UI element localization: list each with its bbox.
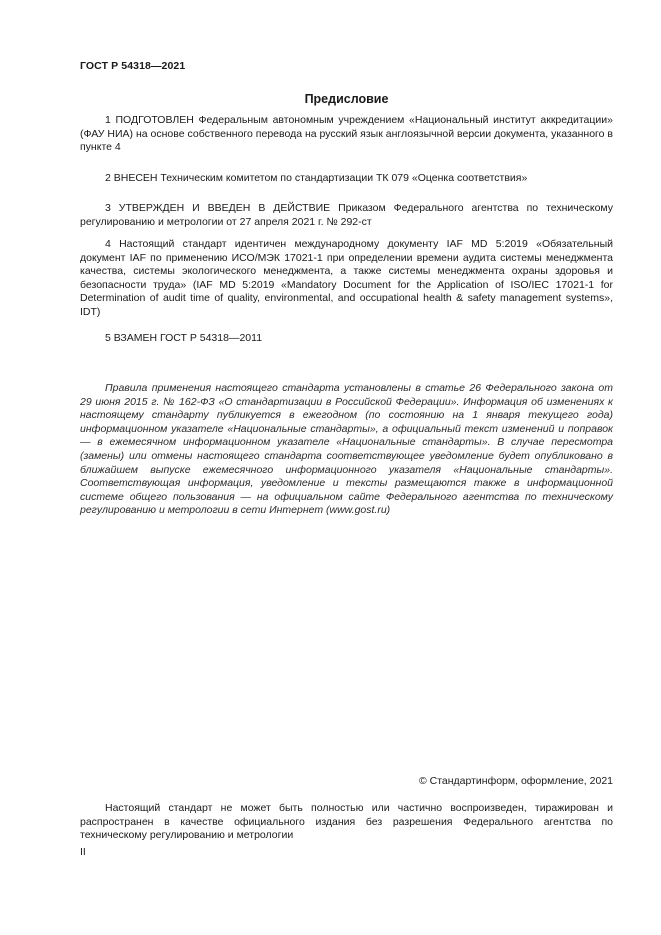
preface-item-2: 2 ВНЕСЕН Техническим комитетом по стандартизации ТК 079 «Оценка соответствия» bbox=[105, 172, 528, 184]
preface-item-4: 4 Настоящий стандарт идентичен международному документу IAF MD 5:2019 «Обязательный документ IAF по применению ИСО/МЭК 17021-1 при определении времени аудита системы менеджмента качества, системы экологического менеджмента, а также системы менеджмента охраны здоровья и безопасности труда» (IAF MD 5:2019 «Mandatory Document for the Application of ISO/IEC 17021-1 for Determination of audit time of quality, environmental, and occupational health & safety management systems», IDT) bbox=[80, 238, 613, 318]
application-notice: Правила применения настоящего стандарта установлены в статье 26 Федерального закона от 29 июня 2015 г. № 162-ФЗ «О стандартизации в Российской Федерации». Информация об изменениях к настоящему стандарту публикуется в ежегодном (по состоянию на 1 января текущего года) информационном указателе «Национальные стандарты», а официальный текст изменений и поправок — в ежемесячном информационном указателе «Национальные стандарты». В случае пересмотра (замены) или отмены настоящего стандарта соответствующее уведомление будет опубликовано в ближайшем выпуске ежемесячного информационного указателя «Национальные стандарты». Соответствующая информация, уведомление и тексты размещаются также в информационной системе общего пользования — на официальном сайте Федерального агентства по техническому регулированию и метрологии в сети Интернет (www.gost.ru) bbox=[80, 382, 613, 517]
preface-item-1: 1 ПОДГОТОВЛЕН Федеральным автономным учреждением «Национальный институт аккредитации» (ФАУ НИА) на основе собственного перевода на русский язык англоязычной версии документа, указанного в пункте 4 bbox=[80, 114, 613, 154]
document-code: ГОСТ Р 54318—2021 bbox=[80, 60, 186, 72]
section-title: Предисловие bbox=[304, 92, 389, 106]
reproduction-notice: Настоящий стандарт не может быть полностью или частично воспроизведен, тиражирован и распространен в качестве официального издания без разрешения Федерального агентства по техническому регулированию и метрологии bbox=[80, 802, 613, 842]
page-number: II bbox=[80, 846, 86, 858]
copyright-line: © Стандартинформ, оформление, 2021 bbox=[418, 775, 613, 787]
preface-item-5: 5 ВЗАМЕН ГОСТ Р 54318—2011 bbox=[105, 332, 263, 344]
preface-item-3: 3 УТВЕРЖДЕН И ВВЕДЕН В ДЕЙСТВИЕ Приказом Федерального агентства по техническому регулированию и метрологии от 27 апреля 2021 г. № 292-ст bbox=[80, 202, 613, 228]
